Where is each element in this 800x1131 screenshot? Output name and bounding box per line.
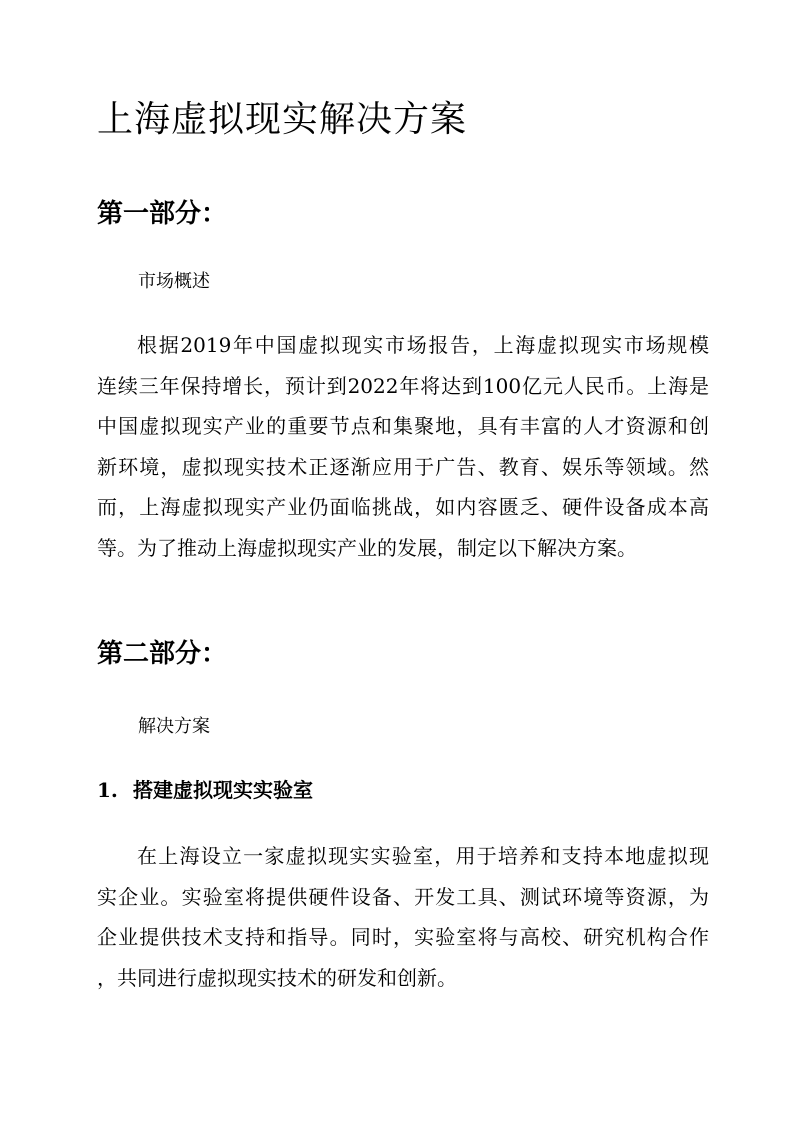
item1-title: 搭建虚拟现实实验室 bbox=[133, 778, 313, 802]
item1-paragraph bbox=[97, 836, 709, 998]
part1-subheading: 市场概述 bbox=[138, 271, 210, 292]
part1-paragraph bbox=[97, 325, 709, 568]
part2-heading: 第二部分： bbox=[97, 639, 228, 669]
paragraph-line: 而，上海虚拟现实产业仍面临挑战，如内容匮乏、硬件设备成本高 bbox=[97, 495, 709, 519]
document-title: 上海虚拟现实解决方案 bbox=[97, 99, 468, 140]
paragraph-line: ，共同进行虚拟现实技术的研发和创新。 bbox=[97, 965, 457, 990]
paragraph-line: 根据2019年中国虚拟现实市场报告，上海虚拟现实市场规模 bbox=[137, 333, 709, 357]
paragraph-line: 在上海设立一家虚拟现实实验室，用于培养和支持本地虚拟现 bbox=[137, 844, 709, 868]
paragraph-line: 企业提供技术支持和指导。同时，实验室将与高校、研究机构合作 bbox=[97, 925, 709, 949]
item1-heading bbox=[97, 775, 313, 805]
part1-heading: 第一部分： bbox=[97, 199, 228, 229]
paragraph-line: 实企业。实验室将提供硬件设备、开发工具、测试环境等资源，为 bbox=[97, 884, 709, 909]
paragraph-line: 新环境，虚拟现实技术正逐渐应用于广告、教育、娱乐等领域。然 bbox=[97, 454, 709, 479]
part2-subheading: 解决方案 bbox=[138, 716, 210, 737]
paragraph-line: 连续三年保持增长，预计到2022年将达到100亿元人民币。上海是 bbox=[97, 373, 709, 398]
paragraph-line: 中国虚拟现实产业的重要节点和集聚地，具有丰富的人才资源和创 bbox=[97, 414, 709, 438]
paragraph-line: 等。为了推动上海虚拟现实产业的发展，制定以下解决方案。 bbox=[97, 535, 637, 560]
item1-number: 1. bbox=[97, 778, 118, 802]
